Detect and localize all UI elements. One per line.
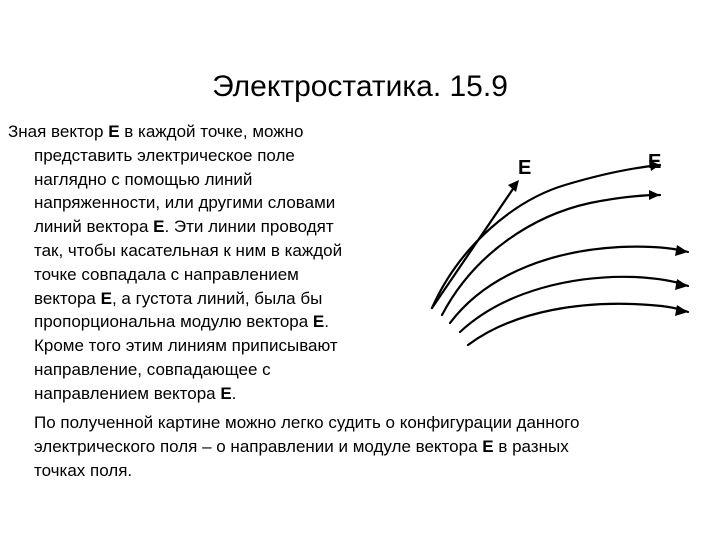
arrowhead xyxy=(649,190,660,200)
text-line: пропорциональна модулю вектора E. xyxy=(34,312,329,332)
text-line: так, чтобы касательная к ним в каждой xyxy=(34,240,343,260)
arrowhead xyxy=(508,180,519,192)
field-lines-diagram xyxy=(420,140,720,350)
text-line: Кроме того этим линиям приписывают xyxy=(34,336,338,356)
text-line: точке совпадала с направлением xyxy=(34,264,299,284)
text-line: вектора E, а густота линий, была бы xyxy=(34,288,323,308)
vector-label-e: E xyxy=(518,157,532,179)
field-vector-arrow xyxy=(432,183,517,308)
field-line xyxy=(468,304,688,345)
main-paragraph xyxy=(8,120,428,406)
text-line: По полученной картине можно легко судить о конфигурации данного xyxy=(34,413,580,432)
text-line: точках поля. xyxy=(34,460,133,480)
text-line: напряженности, или другими словами xyxy=(34,193,336,213)
text-line: представить электрическое поле xyxy=(34,145,295,165)
summary-paragraph xyxy=(34,411,714,482)
text-line: Зная вектор E в каждой точке, можно xyxy=(8,122,304,141)
text-line: направлением вектора E. xyxy=(34,383,237,403)
text-line: линий вектора E. Эти линии проводят xyxy=(34,217,334,237)
vector-label-e: E xyxy=(648,151,662,173)
text-line: электрического поля – о направлении и модуле вектора E в разных xyxy=(34,436,569,456)
text-line: направление, совпадающее с xyxy=(34,359,271,379)
slide-title: Электростатика. 15.9 xyxy=(212,70,508,103)
text-line: наглядно с помощью линий xyxy=(34,169,253,189)
